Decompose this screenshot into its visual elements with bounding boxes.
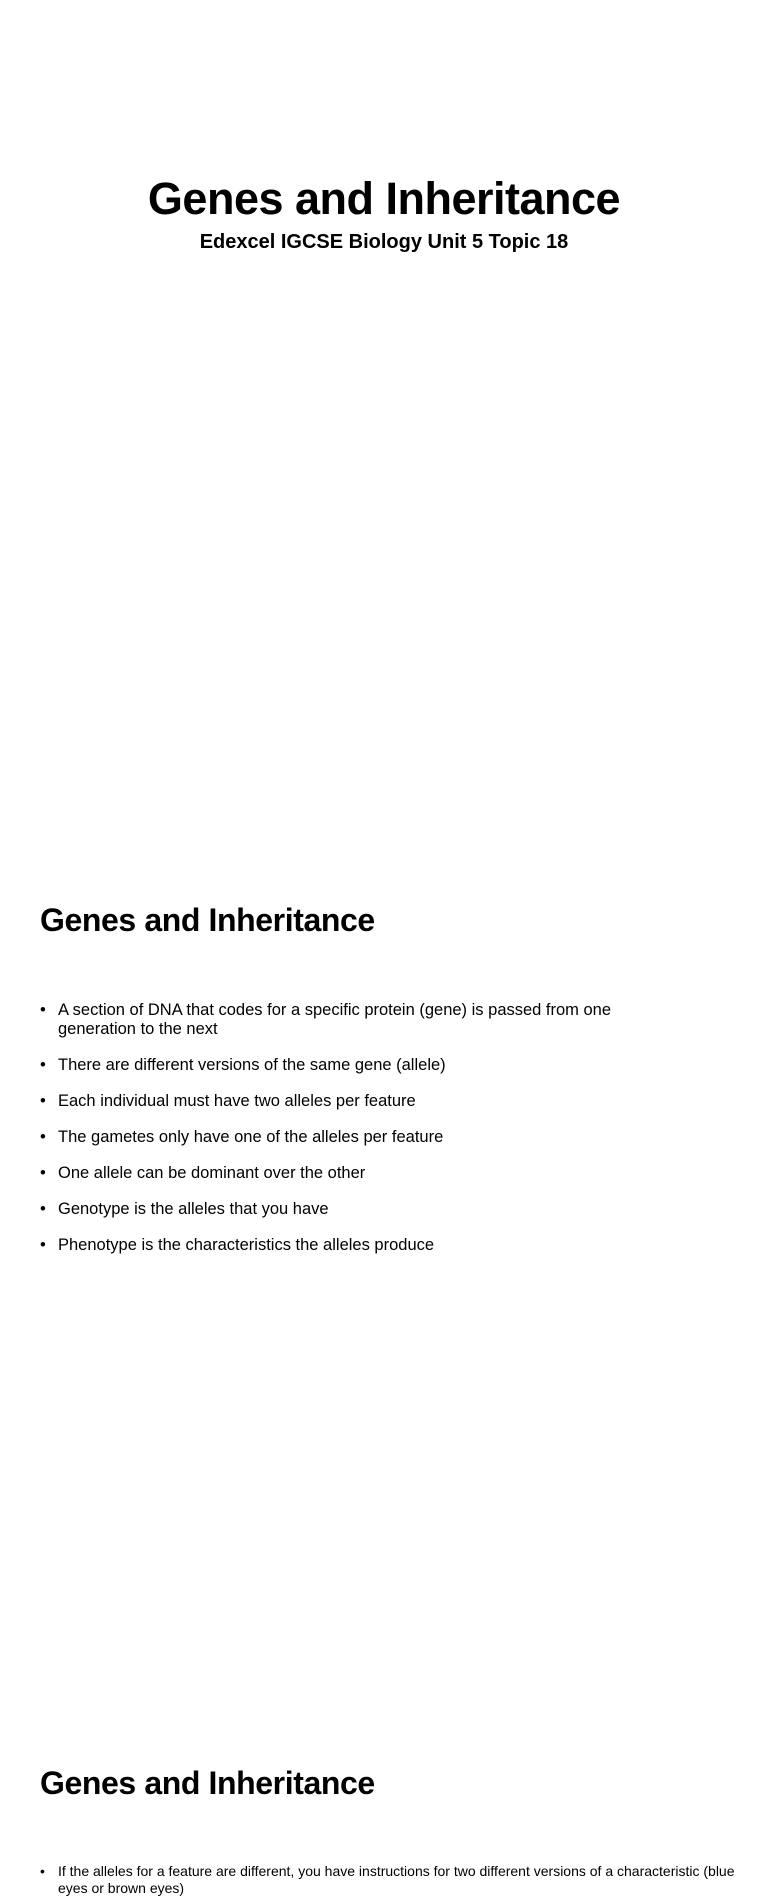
bullet-text: A section of DNA that codes for a specific protein (gene) is passed from one generation to the next — [58, 1001, 612, 1038]
list-item — [40, 1092, 690, 1111]
bullet-text: The gametes only have one of the alleles per feature — [58, 1128, 444, 1146]
bullet-icon: • — [40, 1200, 46, 1218]
page-title: Genes and Inheritance — [147, 173, 621, 224]
bullet-text: There are different versions of the same gene (allele) — [58, 1056, 446, 1074]
bullet-icon: • — [40, 1001, 46, 1019]
bullet-icon: • — [40, 1164, 46, 1182]
list-item — [40, 1128, 690, 1147]
list-item — [40, 1236, 690, 1255]
bullet-text: Each individual must have two alleles per feature — [58, 1092, 416, 1110]
slide-heading: Genes and Inheritance — [40, 902, 375, 938]
bullet-text: Phenotype is the characteristics the alleles produce — [58, 1236, 435, 1254]
bullet-list — [40, 1863, 740, 1897]
list-item — [40, 1056, 690, 1075]
bullet-icon: • — [40, 1128, 46, 1146]
bullet-icon: • — [40, 1863, 45, 1879]
list-item — [40, 1863, 740, 1897]
slide-genes-inheritance-1 — [0, 432, 768, 1254]
bullet-icon: • — [40, 1236, 46, 1254]
bullet-text: Genotype is the alleles that you have — [58, 1200, 329, 1218]
bullet-icon: • — [40, 1056, 46, 1074]
page-subtitle: Edexcel IGCSE Biology Unit 5 Topic 18 — [199, 231, 569, 253]
bullet-list — [40, 1001, 690, 1272]
bullet-text: One allele can be dominant over the other — [58, 1164, 366, 1182]
slide-heading: Genes and Inheritance — [40, 1765, 375, 1801]
title-slide — [0, 0, 768, 432]
bullet-text: If the alleles for a feature are different, you have instructions for two different versions of a characteristic (blue eyes or brown eyes) — [58, 1863, 735, 1896]
list-item — [40, 1200, 690, 1219]
bullet-icon: • — [40, 1092, 46, 1110]
list-item — [40, 1164, 690, 1183]
